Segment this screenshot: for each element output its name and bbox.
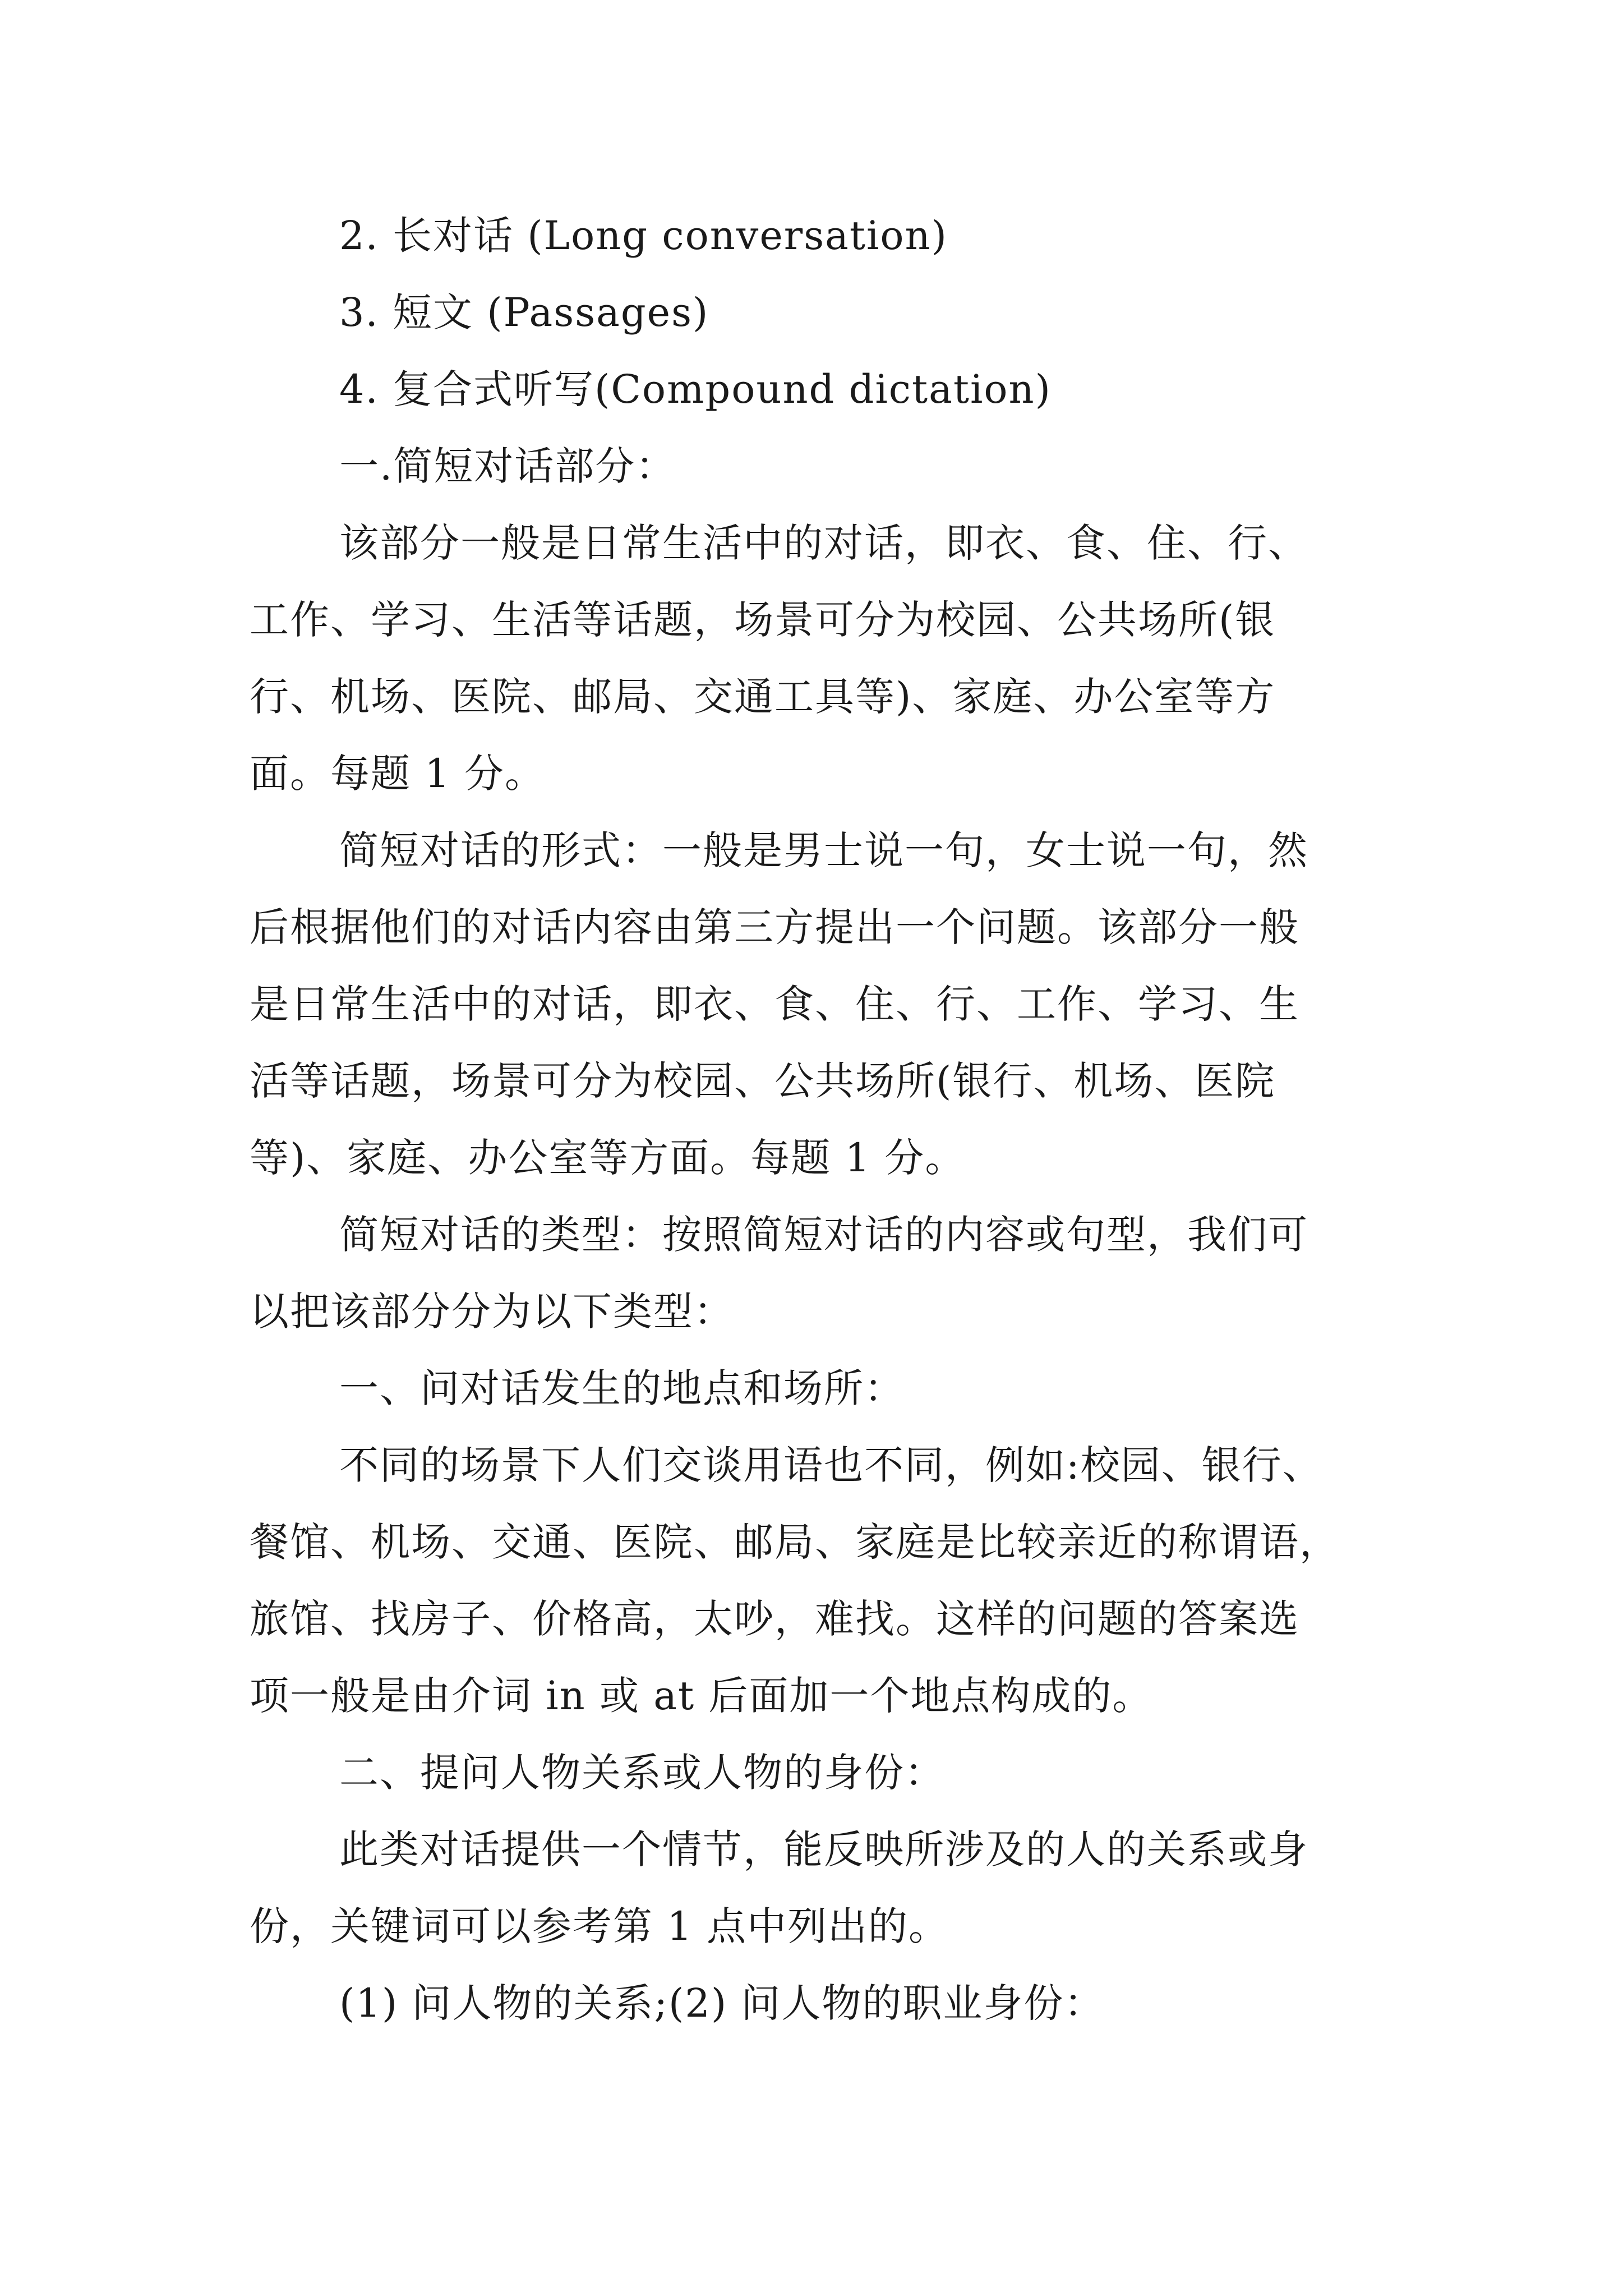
text-line: 该部分一般是日常生活中的对话，即衣、食、住、行、: [339, 520, 1308, 566]
text-line: 份，关键词可以参考第 1 点中列出的。: [250, 1903, 949, 1949]
text-line: 活等话题，场景可分为校园、公共场所(银行、机场、医院: [250, 1058, 1276, 1104]
text-line: 简短对话的类型：按照简短对话的内容或句型，我们可: [339, 1212, 1308, 1258]
text-line: 后根据他们的对话内容由第三方提出一个问题。该部分一般: [250, 904, 1299, 950]
section-heading: 二、提问人物关系或人物的身份：: [339, 1750, 945, 1796]
text-line: 3. 短文 (Passages): [339, 289, 709, 335]
text-line: 等)、家庭、办公室等方面。每题 1 分。: [250, 1135, 966, 1181]
text-line: (1) 问人物的关系;(2) 问人物的职业身份：: [339, 1980, 1105, 2026]
text-line: 餐馆、机场、交通、医院、邮局、家庭是比较亲近的称谓语，: [250, 1519, 1340, 1565]
text-line: 以把该部分分为以下类型：: [250, 1289, 734, 1335]
text-line: 工作、学习、生活等话题，场景可分为校园、公共场所(银: [250, 597, 1276, 643]
section-heading: 一、问对话发生的地点和场所：: [339, 1365, 905, 1411]
text-line: 4. 复合式听写(Compound dictation): [339, 366, 1052, 412]
text-line: 简短对话的形式：一般是男士说一句，女士说一句，然: [339, 827, 1308, 873]
text-line: 2. 长对话 (Long conversation): [339, 213, 948, 259]
text-line: 是日常生活中的对话，即衣、食、住、行、工作、学习、生: [250, 981, 1299, 1027]
text-line: 面。每题 1 分。: [250, 751, 546, 797]
text-line: 行、机场、医院、邮局、交通工具等)、家庭、办公室等方: [250, 674, 1276, 720]
section-heading: 一.简短对话部分：: [339, 443, 676, 489]
text-line: 旅馆、找房子、价格高，太吵，难找。这样的问题的答案选: [250, 1596, 1299, 1642]
text-line: 项一般是由介词 in 或 at 后面加一个地点构成的。: [250, 1673, 1153, 1719]
text-line: 此类对话提供一个情节，能反映所涉及的人的关系或身: [339, 1826, 1308, 1872]
text-line: 不同的场景下人们交谈用语也不同，例如:校园、银行、: [339, 1442, 1323, 1488]
